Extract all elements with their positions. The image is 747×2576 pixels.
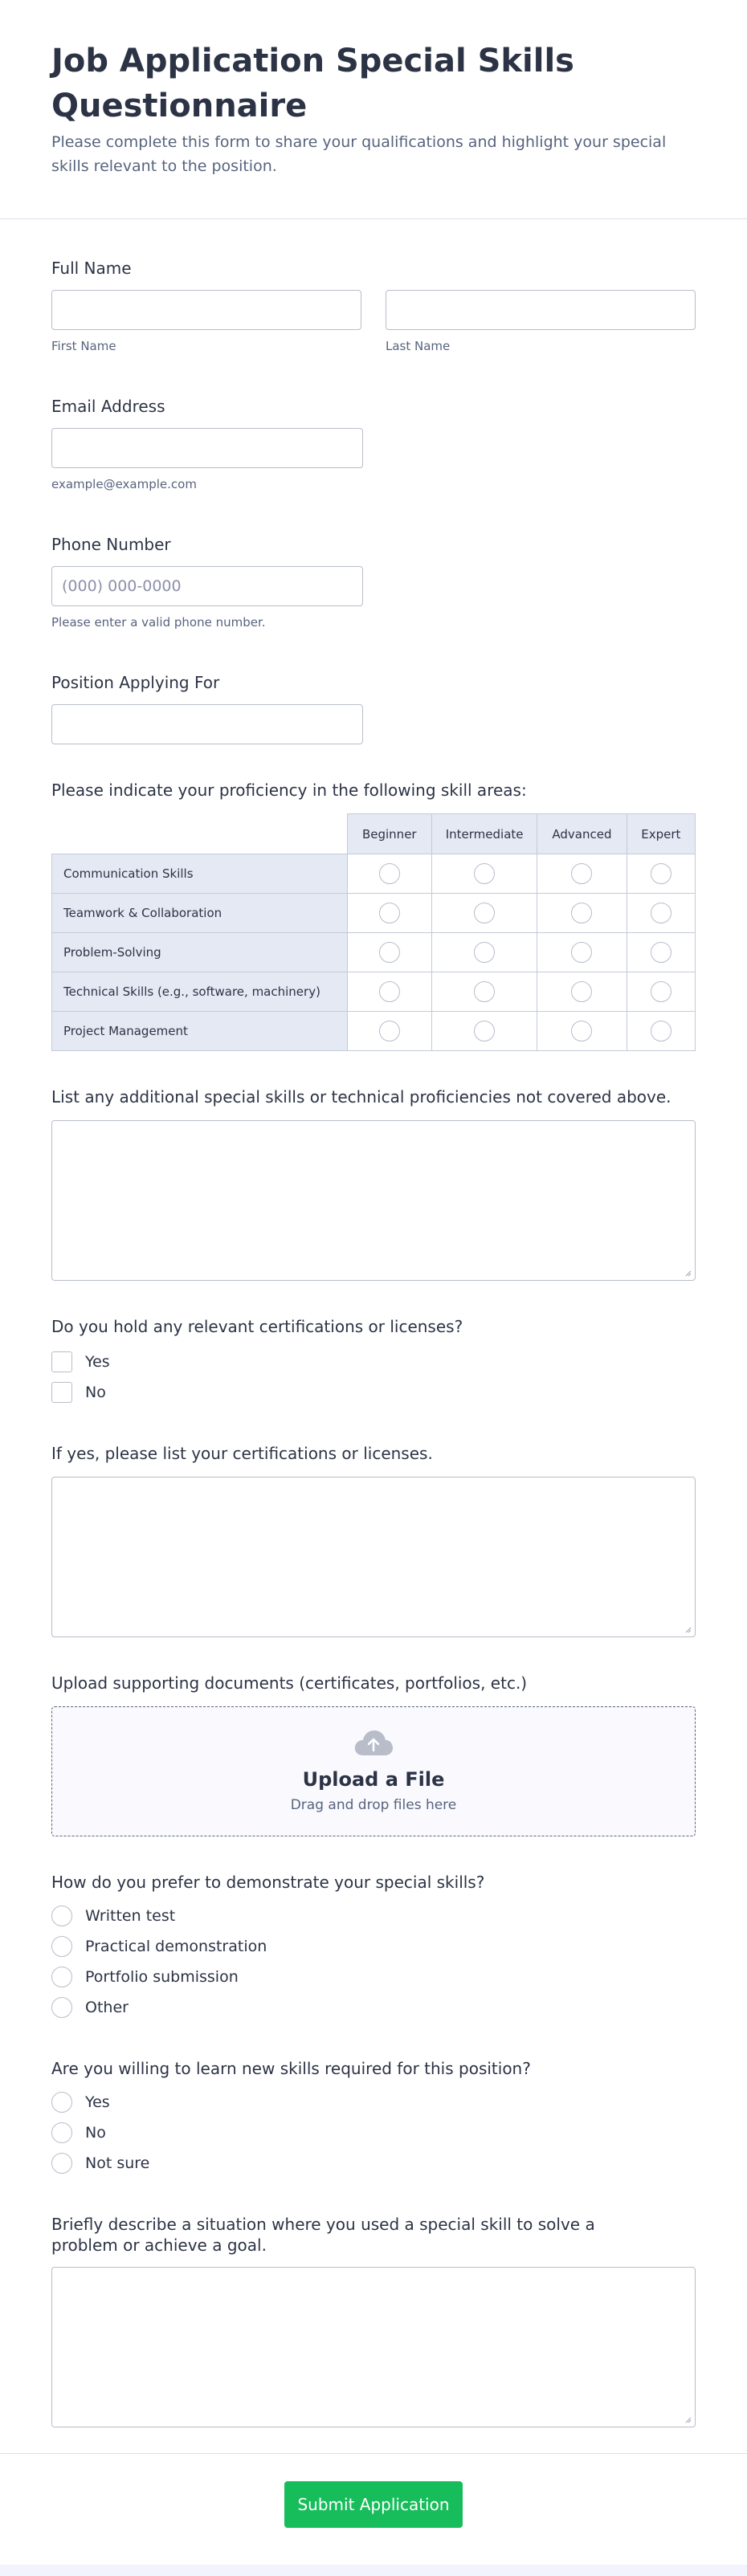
phone-sublabel: Please enter a valid phone number.	[51, 615, 266, 630]
matrix-radio[interactable]	[474, 863, 495, 884]
file-dropzone[interactable]	[51, 1706, 696, 1836]
checkbox-label: No	[85, 1384, 106, 1401]
form-footer	[0, 2453, 747, 2565]
radio-label: Other	[85, 1999, 129, 2016]
last-name-sublabel: Last Name	[386, 339, 451, 353]
matrix-radio[interactable]	[474, 942, 495, 963]
matrix-row	[52, 933, 696, 972]
situation-textarea[interactable]	[51, 2267, 696, 2427]
matrix-radio[interactable]	[379, 942, 400, 963]
form-body	[0, 258, 747, 2427]
matrix-radio[interactable]	[651, 942, 671, 963]
matrix-row	[52, 1012, 696, 1051]
radio-button[interactable]	[51, 2153, 72, 2174]
matrix-row	[52, 972, 696, 1012]
upload-field	[51, 1673, 696, 1836]
form-header	[0, 0, 747, 219]
additional-skills-textarea[interactable]	[51, 1120, 696, 1281]
matrix-radio[interactable]	[571, 903, 592, 923]
matrix-radio[interactable]	[379, 981, 400, 1002]
email-label: Email Address	[51, 397, 165, 416]
proficiency-matrix	[51, 813, 696, 1051]
matrix-radio[interactable]	[379, 1021, 400, 1041]
radio-option-yes[interactable]	[51, 2092, 696, 2113]
matrix-radio[interactable]	[379, 903, 400, 923]
proficiency-matrix-field	[51, 780, 696, 1051]
upload-subtitle: Drag and drop files here	[290, 1797, 457, 1813]
submit-button[interactable]: Submit Application	[284, 2481, 463, 2528]
page-description: Please complete this form to share your qualifications and highlight your special skills relevant to the position.	[51, 133, 667, 175]
matrix-row	[52, 894, 696, 933]
radio-option-no[interactable]	[51, 2122, 696, 2143]
matrix-radio[interactable]	[651, 903, 671, 923]
cert-list-field	[51, 1443, 696, 1637]
demonstrate-field	[51, 1872, 696, 2018]
email-input[interactable]	[51, 428, 363, 468]
checkbox-option-no[interactable]	[51, 1382, 696, 1403]
phone-field	[51, 534, 696, 630]
matrix-radio[interactable]	[474, 903, 495, 923]
radio-button[interactable]	[51, 1906, 72, 1926]
matrix-row-label: Problem-Solving	[52, 933, 348, 972]
radio-button[interactable]	[51, 2092, 72, 2113]
radio-button[interactable]	[51, 1967, 72, 1987]
full-name-label: Full Name	[51, 259, 132, 278]
demonstrate-label: How do you prefer to demonstrate your special skills?	[51, 1873, 485, 1892]
matrix-radio[interactable]	[379, 863, 400, 884]
situation-field	[51, 2214, 696, 2427]
upload-title: Upload a File	[302, 1768, 445, 1791]
matrix-row	[52, 854, 696, 894]
first-name-sublabel: First Name	[51, 339, 116, 353]
matrix-radio[interactable]	[571, 863, 592, 884]
radio-option-not-sure[interactable]	[51, 2153, 696, 2174]
radio-option-practical[interactable]	[51, 1936, 696, 1957]
matrix-row-label: Technical Skills (e.g., software, machinery)	[52, 972, 348, 1012]
radio-button[interactable]	[51, 1936, 72, 1957]
radio-button[interactable]	[51, 2122, 72, 2143]
matrix-radio[interactable]	[571, 1021, 592, 1041]
additional-skills-label: List any additional special skills or technical proficiencies not covered above.	[51, 1087, 671, 1107]
position-field	[51, 672, 696, 744]
matrix-radio[interactable]	[571, 942, 592, 963]
page-title: Job Application Special Skills Questionnaire	[51, 43, 574, 124]
checkbox[interactable]	[51, 1382, 72, 1403]
cloud-upload-icon	[353, 1730, 394, 1757]
matrix-row-label: Communication Skills	[52, 854, 348, 894]
additional-skills-field	[51, 1086, 696, 1281]
matrix-radio[interactable]	[651, 1021, 671, 1041]
matrix-corner	[52, 814, 348, 854]
certifications-field	[51, 1316, 696, 1403]
checkbox-option-yes[interactable]	[51, 1351, 696, 1372]
radio-option-portfolio[interactable]	[51, 1967, 696, 1987]
radio-button[interactable]	[51, 1997, 72, 2018]
situation-label: Briefly describe a situation where you used a special skill to solve a problem or achieve a goal.	[51, 2215, 595, 2255]
resize-grip-icon[interactable]	[684, 2415, 692, 2423]
matrix-col-beginner: Beginner	[347, 814, 431, 854]
matrix-radio[interactable]	[651, 863, 671, 884]
matrix-radio[interactable]	[474, 1021, 495, 1041]
phone-input[interactable]: (000) 000-0000	[51, 566, 363, 606]
resize-grip-icon[interactable]	[684, 1269, 692, 1277]
radio-label: Portfolio submission	[85, 1968, 239, 1986]
willing-label: Are you willing to learn new skills required for this position?	[51, 2059, 531, 2078]
matrix-label: Please indicate your proficiency in the following skill areas:	[51, 781, 527, 800]
resize-grip-icon[interactable]	[684, 1625, 692, 1633]
checkbox-label: Yes	[85, 1353, 110, 1371]
matrix-row-label: Project Management	[52, 1012, 348, 1051]
matrix-col-intermediate: Intermediate	[431, 814, 537, 854]
checkbox[interactable]	[51, 1351, 72, 1372]
matrix-col-expert: Expert	[627, 814, 695, 854]
last-name-input[interactable]	[386, 290, 696, 330]
matrix-col-advanced: Advanced	[537, 814, 627, 854]
matrix-row-label: Teamwork & Collaboration	[52, 894, 348, 933]
email-field	[51, 396, 696, 492]
upload-label: Upload supporting documents (certificates, portfolios, etc.)	[51, 1673, 528, 1693]
radio-label: Yes	[85, 2093, 110, 2111]
radio-option-written-test[interactable]	[51, 1906, 696, 1926]
first-name-input[interactable]	[51, 290, 361, 330]
position-input[interactable]	[51, 704, 363, 744]
matrix-radio[interactable]	[474, 981, 495, 1002]
radio-label: No	[85, 2124, 106, 2142]
matrix-radio[interactable]	[571, 981, 592, 1002]
certifications-label: Do you hold any relevant certifications or licenses?	[51, 1317, 463, 1336]
willing-field	[51, 2058, 696, 2174]
matrix-radio[interactable]	[651, 981, 671, 1002]
cert-list-textarea[interactable]	[51, 1477, 696, 1637]
full-name-field	[51, 258, 696, 354]
email-sublabel: example@example.com	[51, 477, 197, 491]
cert-list-label: If yes, please list your certifications or licenses.	[51, 1444, 433, 1463]
position-label: Position Applying For	[51, 673, 220, 692]
radio-label: Not sure	[85, 2154, 150, 2172]
radio-option-other[interactable]	[51, 1997, 696, 2018]
phone-label: Phone Number	[51, 535, 171, 554]
radio-label: Practical demonstration	[85, 1938, 267, 1955]
radio-label: Written test	[85, 1907, 176, 1925]
